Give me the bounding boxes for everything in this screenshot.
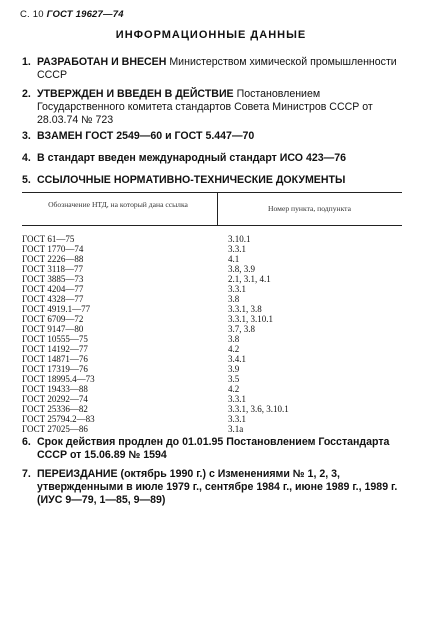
item-number: 6. [22,436,31,448]
item-number: 4. [22,152,31,164]
table-body [22,234,402,434]
reference-document: ГОСТ 9147—80 [22,324,84,334]
table-row [22,354,402,364]
info-item-7 [22,468,402,507]
item-heading: ССЫЛОЧНЫЕ НОРМАТИВНО-ТЕХНИЧЕСКИЕ ДОКУМЕНТЫ [37,174,346,186]
reference-clause: 3.4.1 [228,354,246,364]
reference-clause: 3.9 [228,364,240,374]
table-row [22,304,402,314]
item-heading: УТВЕРЖДЕН И ВВЕДЕН В ДЕЙСТВИЕ [37,88,234,100]
reference-document: ГОСТ 25336—82 [22,404,88,414]
reference-clause: 3.3.1, 3.8 [228,304,262,314]
reference-clause: 3.3.1 [228,394,246,404]
reference-clause: 4.2 [228,344,240,354]
info-item-6 [22,436,402,462]
reference-document: ГОСТ 27025—86 [22,424,88,434]
item-number: 5. [22,174,31,186]
reference-document: ГОСТ 20292—74 [22,394,88,404]
table-row [22,274,402,284]
reference-document: ГОСТ 25794.2—83 [22,414,95,424]
item-number: 3. [22,130,31,142]
reference-document: ГОСТ 61—75 [22,234,75,244]
item-number: 1. [22,56,31,68]
reference-document: ГОСТ 4328—77 [22,294,84,304]
reference-clause: 3.1а [228,424,244,434]
table-row [22,294,402,304]
reference-document: ГОСТ 6709—72 [22,314,84,324]
reference-clause: 3.5 [228,374,240,384]
reference-clause: 3.8, 3.9 [228,264,255,274]
reference-document: ГОСТ 14871—76 [22,354,88,364]
table-row [22,384,402,394]
reference-document: ГОСТ 17319—76 [22,364,88,374]
reference-clause: 3.3.1 [228,244,246,254]
table-row [22,244,402,254]
table-row [22,424,402,434]
table-row [22,234,402,244]
item-heading: ПЕРЕИЗДАНИЕ [37,468,118,480]
reference-clause: 3.7, 3.8 [228,324,255,334]
table-row [22,374,402,384]
reference-clause: 2.1, 3.1, 4.1 [228,274,271,284]
info-item-5 [22,174,402,187]
table-row [22,344,402,354]
table-row [22,414,402,424]
reference-clause: 3.8 [228,334,240,344]
reference-document: ГОСТ 19433—88 [22,384,88,394]
table-row [22,264,402,274]
table-row [22,404,402,414]
info-item-1 [22,56,402,82]
item-heading: ВЗАМЕН ГОСТ 2549—60 и ГОСТ 5.447—70 [37,130,255,142]
reference-clause: 4.1 [228,254,240,264]
page-header [20,9,124,20]
reference-document: ГОСТ 3885—73 [22,274,84,284]
table-header-divider [217,192,218,225]
reference-clause: 3.3.1 [228,414,246,424]
item-text: Министерством химической промышленности СССР [37,56,397,81]
reference-clause: 3.3.1 [228,284,246,294]
item-text: В стандарт введен международный стандарт ИСО 423—76 [37,152,347,164]
reference-document: ГОСТ 4204—77 [22,284,84,294]
standard-code: ГОСТ 19627—74 [46,9,124,20]
table-top-rule [22,192,402,193]
item-text: Постановлением Государственного комитета стандартов Совета Министров СССР от 28.03.74 № 723 [37,88,373,126]
info-item-2 [22,88,402,127]
reference-document: ГОСТ 3118—77 [22,264,84,274]
item-text: Срок действия продлен до 01.01.95 Постановлением Госстандарта СССР от 15.06.89 № 1594 [37,436,390,461]
reference-document: ГОСТ 18995.4—73 [22,374,95,384]
reference-document: ГОСТ 10555—75 [22,334,88,344]
page-title: ИНФОРМАЦИОННЫЕ ДАННЫЕ [115,29,307,41]
reference-clause: 3.8 [228,294,240,304]
reference-clause: 3.10.1 [228,234,251,244]
table-header-clause: Номер пункта, подпункта [268,204,351,213]
item-number: 2. [22,88,31,100]
reference-clause: 3.3.1, 3.6, 3.10.1 [228,404,289,414]
info-item-4 [22,152,402,165]
table-row [22,394,402,404]
item-heading: РАЗРАБОТАН И ВНЕСЕН [37,56,167,68]
reference-document: ГОСТ 2226—88 [22,254,84,264]
table-row [22,324,402,334]
reference-document: ГОСТ 14192—77 [22,344,88,354]
reference-clause: 3.3.1, 3.10.1 [228,314,273,324]
table-header-document: Обозначение НТД, на который дана ссылка [48,200,188,209]
table-row [22,284,402,294]
table-row [22,314,402,324]
info-item-3 [22,130,402,143]
reference-document: ГОСТ 1770—74 [22,244,84,254]
table-row [22,334,402,344]
reference-document: ГОСТ 4919.1—77 [22,304,91,314]
table-header-rule [22,225,402,226]
page-number: С. 10 [20,9,44,20]
reference-clause: 4.2 [228,384,240,394]
item-text: (октябрь 1990 г.) с Изменениями № 1, 2, 3, утвержденными в июле 1979 г., сентябре 1984 г., июне 1989 г., 1989 г. (ИУС 9—79, 1—85, 9—89) [37,468,398,506]
item-number: 7. [22,468,31,480]
table-row [22,254,402,264]
table-row [22,364,402,374]
